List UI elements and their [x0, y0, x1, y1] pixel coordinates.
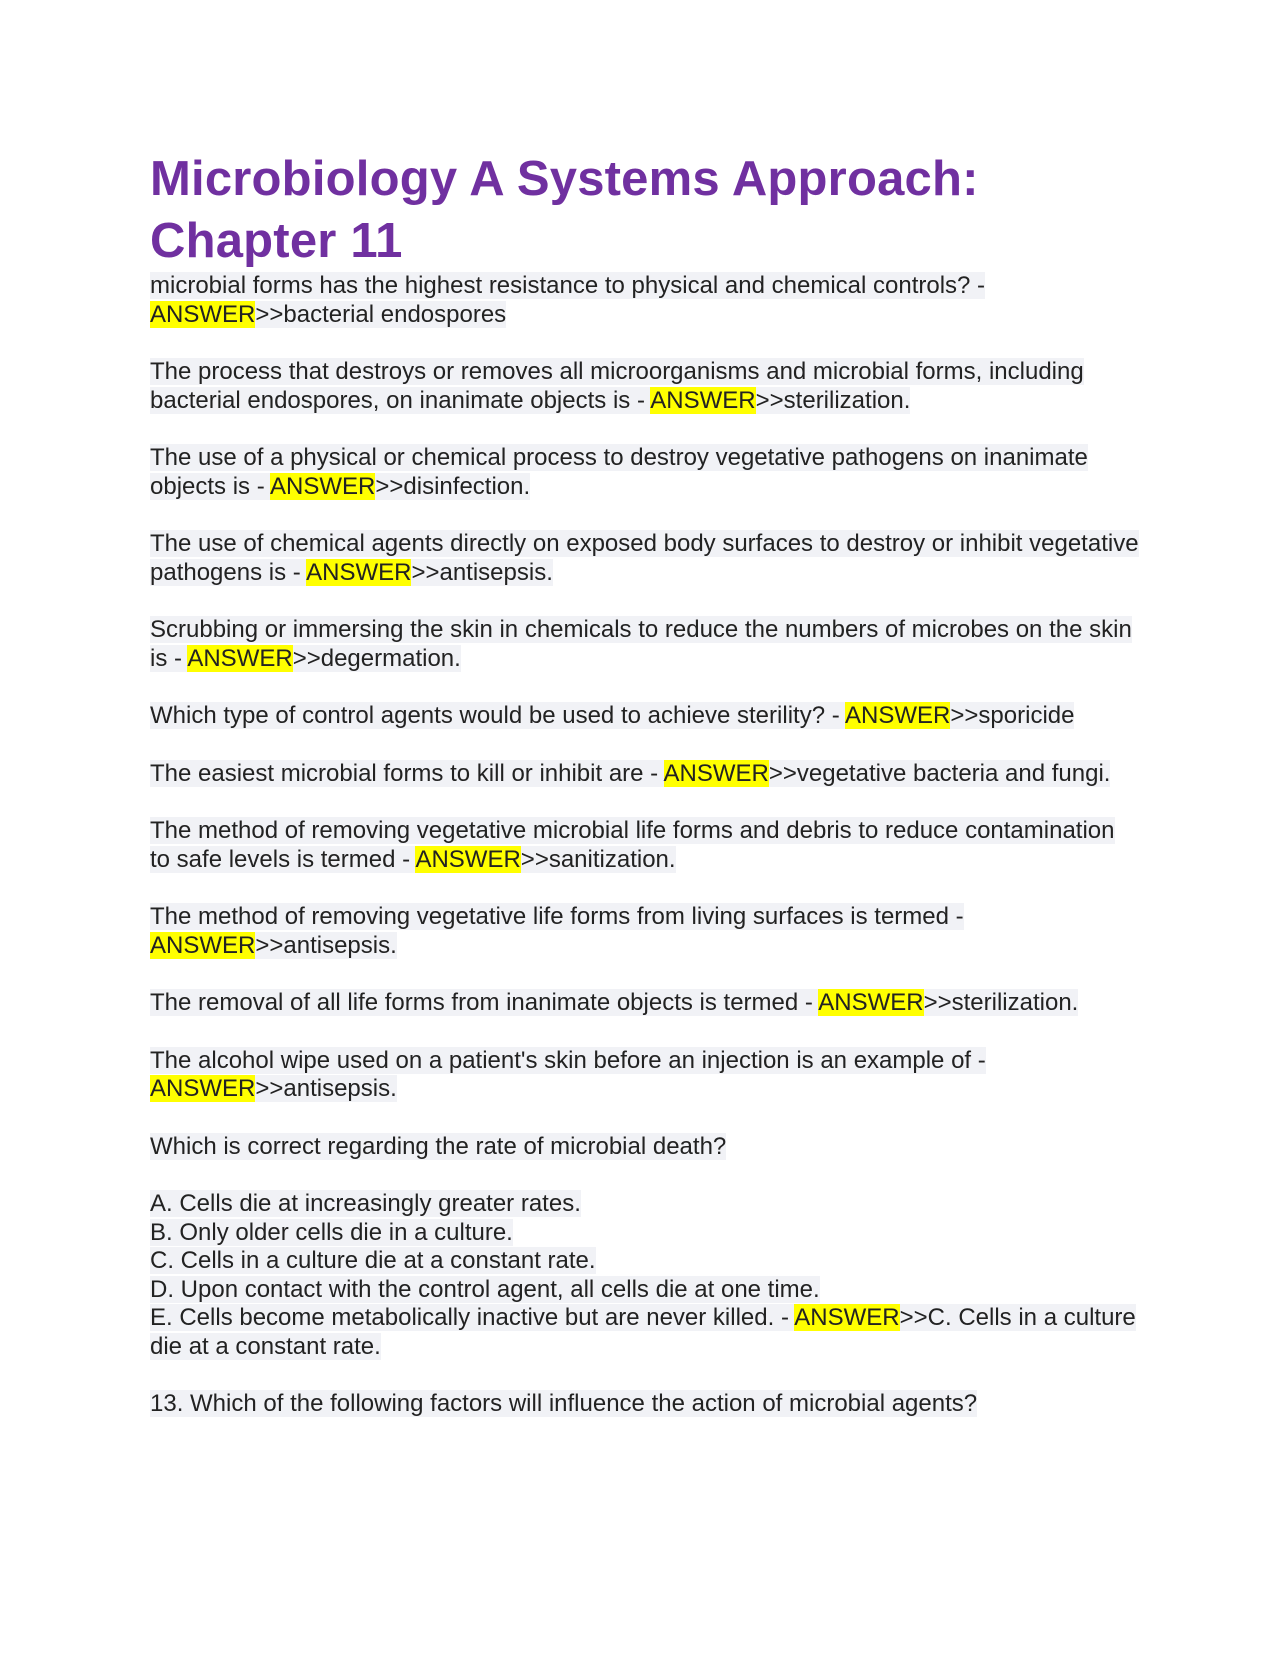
qa-item	[150, 1047, 1140, 1104]
question-text: The process that destroys or removes all microorganisms and microbial forms, including bacterial endospores, on inanimate objects is -	[150, 358, 1084, 414]
answer-text: >>C. Cells in a culture die at a constant rate.	[150, 1304, 1136, 1360]
mc-option	[150, 1304, 1140, 1361]
question-text: The removal of all life forms from inanimate objects is termed -	[150, 989, 819, 1016]
qa-item	[150, 817, 1140, 874]
answer-marker: ANSWER	[818, 989, 924, 1016]
qa-item	[150, 358, 1140, 415]
answer-text: >>disinfection.	[375, 472, 531, 500]
question-text: The use of a physical or chemical process to destroy vegetative pathogens on inanimate objects is -	[150, 444, 1088, 500]
answer-text: >>degermation.	[292, 644, 461, 672]
answer-marker: ANSWER	[187, 644, 293, 672]
question-text: The method of removing vegetative life forms from living surfaces is termed -	[150, 903, 964, 930]
qa-item	[150, 272, 1140, 329]
question-text: Scrubbing or immersing the skin in chemicals to reduce the numbers of microbes on the skin is -	[150, 616, 1132, 672]
answer-text: >>sterilization.	[923, 989, 1079, 1016]
answer-text: >>antisepsis.	[411, 558, 553, 586]
next-question: 13. Which of the following factors will influence the action of microbial agents?	[150, 1390, 978, 1417]
answer-marker: ANSWER	[845, 702, 951, 729]
answer-marker: ANSWER	[270, 472, 376, 500]
qa-item	[150, 903, 1140, 960]
answer-marker: ANSWER	[663, 759, 769, 787]
answer-text: >>sporicide	[950, 702, 1075, 729]
answer-marker: ANSWER	[306, 558, 412, 586]
qa-item	[150, 760, 1140, 789]
answer-text: >>sterilization.	[755, 386, 911, 414]
question-text: microbial forms has the highest resistance to physical and chemical controls? -	[150, 272, 986, 299]
answer-marker: ANSWER	[150, 300, 256, 328]
question-text: The use of chemical agents directly on exposed body surfaces to destroy or inhibit vegetative pathogens is -	[150, 530, 1139, 586]
answer-marker: ANSWER	[794, 1304, 900, 1331]
mc-question-stem: Which is correct regarding the rate of microbial death?	[150, 1132, 727, 1160]
answer-marker: ANSWER	[415, 845, 521, 873]
mc-option: B. Only older cells die in a culture.	[150, 1218, 513, 1246]
qa-item	[150, 702, 1140, 731]
answer-marker: ANSWER	[650, 386, 756, 414]
mc-option: A. Cells die at increasingly greater rates.	[150, 1190, 581, 1217]
answer-text: >>antisepsis.	[255, 1075, 397, 1102]
question-text: The easiest microbial forms to kill or inhibit are -	[150, 759, 664, 787]
question-text: Which type of control agents would be used to achieve sterility? -	[150, 702, 846, 729]
document-title: Microbiology A Systems Approach: Chapter 11	[150, 152, 979, 268]
answer-marker: ANSWER	[150, 931, 256, 959]
answer-text: >>bacterial endospores	[255, 300, 507, 328]
qa-item	[150, 616, 1140, 673]
answer-marker: ANSWER	[150, 1075, 256, 1102]
answer-text: >>vegetative bacteria and fungi.	[768, 759, 1111, 787]
answer-text: >>antisepsis.	[255, 931, 397, 959]
qa-item	[150, 530, 1140, 587]
option-text: E. Cells become metabolically inactive but are never killed. -	[150, 1304, 795, 1331]
question-text: The method of removing vegetative microbial life forms and debris to reduce contamination to safe levels is termed -	[150, 817, 1115, 873]
mc-option: C. Cells in a culture die at a constant rate.	[150, 1247, 596, 1274]
qa-list	[150, 272, 1140, 1419]
question-text: The alcohol wipe used on a patient's skin before an injection is an example of -	[150, 1046, 986, 1074]
answer-text: >>sanitization.	[520, 845, 676, 873]
qa-item	[150, 989, 1140, 1018]
document-page	[150, 148, 1140, 1448]
mc-options	[150, 1190, 1140, 1361]
qa-item	[150, 444, 1140, 501]
mc-option: D. Upon contact with the control agent, all cells die at one time.	[150, 1275, 820, 1303]
